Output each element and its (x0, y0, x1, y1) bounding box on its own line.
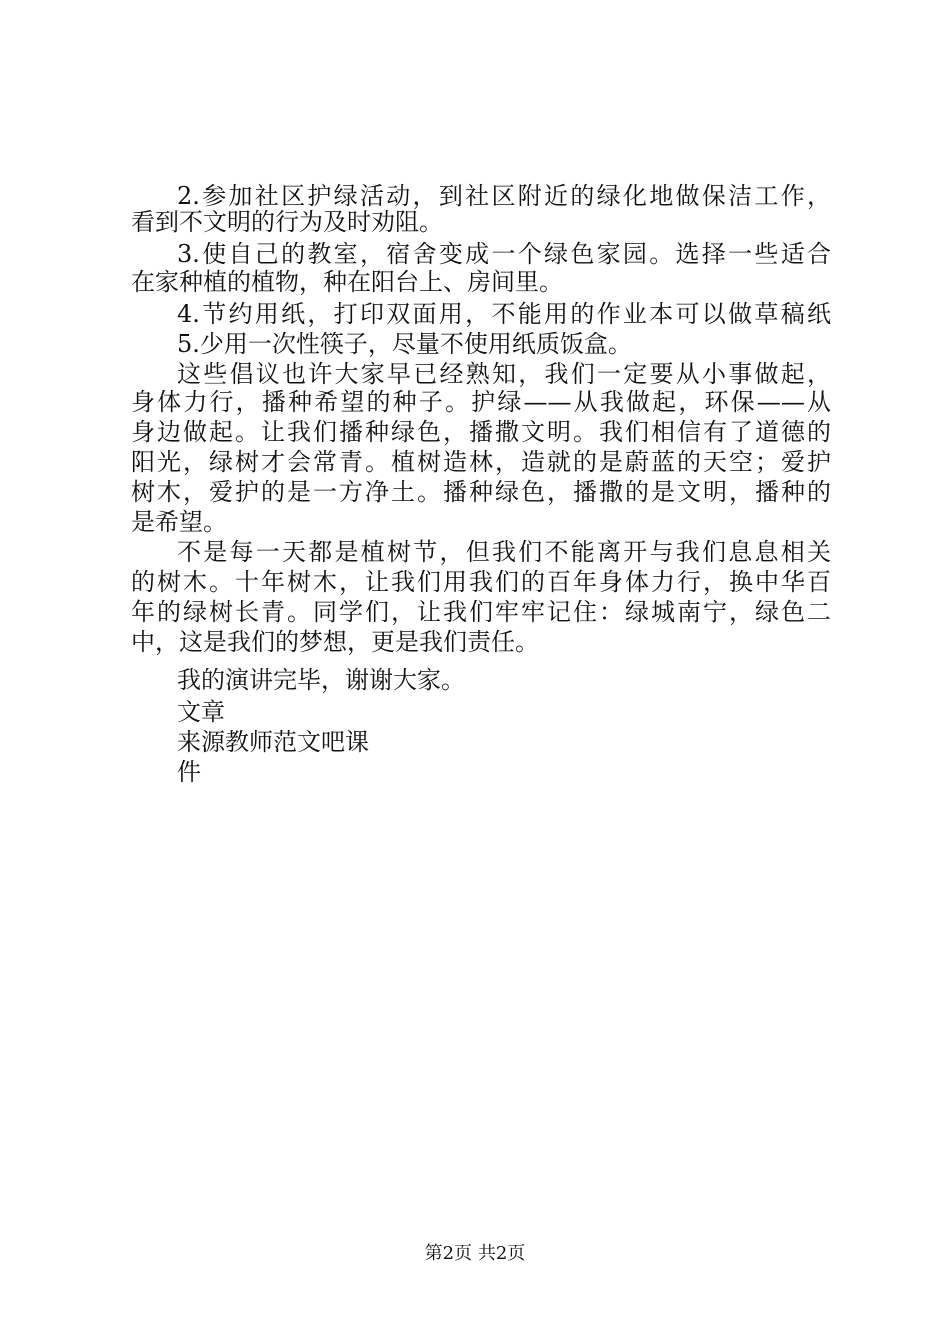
paragraph-2-line-2: 看到不文明的行为及时劝阻。 (131, 208, 443, 236)
paragraph-6-line-1: 这些倡议也许大家早已经熟知，我们一定要从小事做起， (177, 360, 831, 388)
paragraph-7-line-4: 中，这是我们的梦想，更是我们责任。 (131, 628, 539, 656)
paragraph-2-line-1: 2.参加社区护绿活动，到社区附近的绿化地做保洁工作， (177, 182, 831, 210)
paragraph-7-line-1: 不是每一天都是植树节，但我们不能离开与我们息息相关 (177, 538, 831, 566)
paragraph-3-line-1: 3.使自己的教室，宿舍变成一个绿色家园。选择一些适合 (177, 240, 831, 268)
paragraph-5-line-1: 5.少用一次性筷子，尽量不使用纸质饭盒。 (177, 330, 632, 358)
paragraph-7-line-3: 年的绿树长青。同学们，让我们牢牢记住：绿城南宁，绿色二 (131, 598, 831, 626)
paragraph-7-line-2: 的树木。十年树木，让我们用我们的百年身体力行，换中华百 (131, 568, 831, 596)
paragraph-6-line-3: 身边做起。让我们播种绿色，播撒文明。我们相信有了道德的 (131, 418, 831, 446)
paragraph-4-line-1: 4.节约用纸，打印双面用，不能用的作业本可以做草稿纸 (177, 300, 831, 328)
paragraph-6-line-6: 是希望。 (131, 508, 227, 536)
source-line-3: 件 (177, 758, 201, 786)
page-number-footer: 第2页 共2页 (424, 1243, 526, 1264)
paragraph-6-line-5: 树木，爱护的是一方净土。播种绿色，播撒的是文明，播种的 (131, 478, 831, 506)
source-line-1: 文章 (177, 698, 225, 726)
closing-line: 我的演讲完毕，谢谢大家。 (177, 666, 465, 694)
source-line-2: 来源教师范文吧课 (177, 728, 369, 756)
paragraph-6-line-4: 阳光，绿树才会常青。植树造林，造就的是蔚蓝的天空；爱护 (131, 448, 831, 476)
paragraph-6-line-2: 身体力行，播种希望的种子。护绿——从我做起，环保——从 (131, 388, 831, 416)
paragraph-3-line-2: 在家种植的植物，种在阳台上、房间里。 (131, 268, 563, 296)
